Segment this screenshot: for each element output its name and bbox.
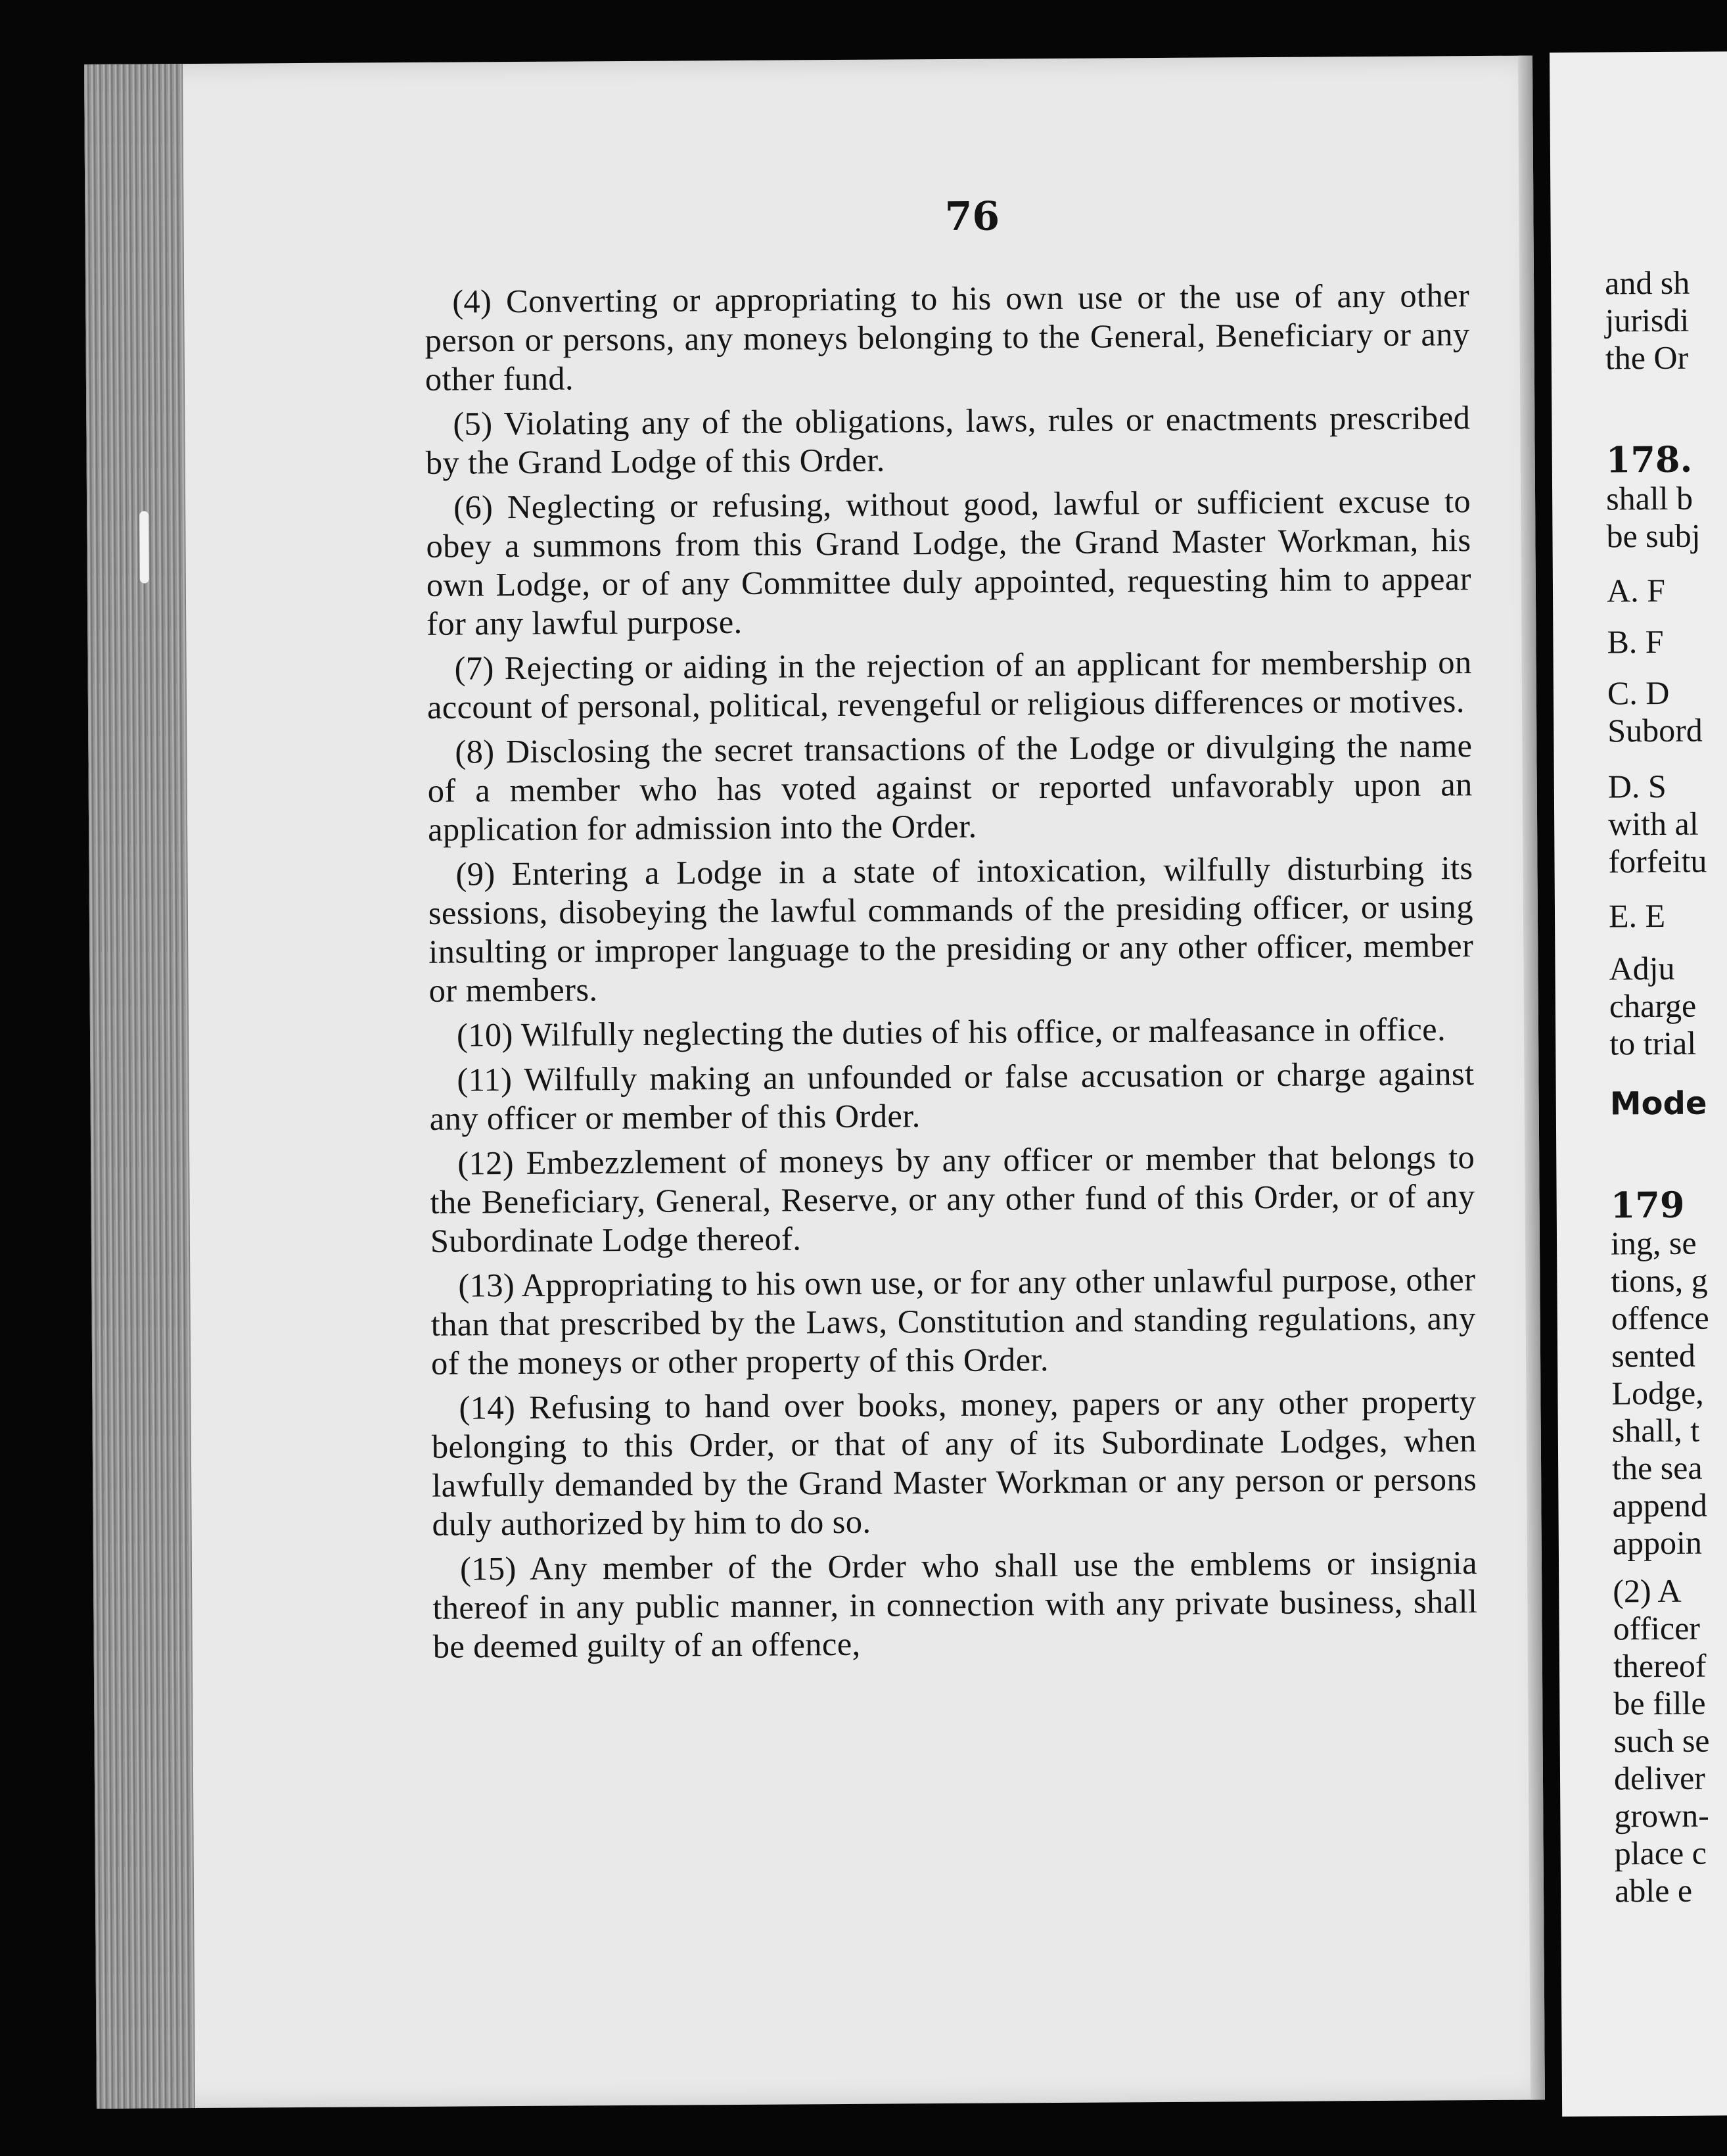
right-line: append	[1612, 1486, 1708, 1524]
clause-5: (5) Violating any of the obligations, laws, rules or enactments prescribed by the Grand Lodge of this Order.	[425, 399, 1471, 481]
right-line: be subj	[1606, 517, 1701, 555]
right-line: ing, se	[1610, 1224, 1697, 1262]
section-number: 178.	[1605, 438, 1693, 481]
page-edges	[84, 64, 195, 2109]
right-line: (2) A	[1613, 1572, 1682, 1610]
right-line: A. F	[1606, 571, 1666, 609]
right-line: be fille	[1613, 1684, 1706, 1722]
right-line: forfeitu	[1608, 842, 1707, 880]
gutter-shadow	[1518, 56, 1545, 2100]
right-line: to trial	[1609, 1024, 1697, 1062]
clause-11: (11) Wilfully making an unfounded or false accusation or charge against any officer or member of this Order.	[429, 1055, 1475, 1137]
margin-mark	[139, 511, 149, 583]
clause-12: (12) Embezzlement of moneys by any officer or member that belongs to the Beneficiary, General, Reserve, or any other fund of this Order, or of any Subordinate Lodge thereof.	[430, 1138, 1475, 1259]
right-line: thereof	[1613, 1647, 1707, 1685]
right-line: jurisdi	[1605, 301, 1690, 339]
section-number: 179	[1610, 1183, 1685, 1227]
clause-13: (13) Appropriating to his own use, or for any other unlawful purpose, other than that prescribed by the Laws, Constitution and standing regulations, any of the moneys or other property of this Order.	[430, 1261, 1476, 1382]
right-line: Lodge,	[1611, 1374, 1704, 1412]
right-line: the Or	[1605, 339, 1689, 377]
right-line: with al	[1607, 805, 1699, 843]
right-line: offence	[1611, 1299, 1709, 1337]
clause-8: (8) Disclosing the secret transactions of the Lodge or divulging the name of a member who has voted against or reported unfavorably upon an application for admission into the Order.	[427, 727, 1473, 848]
clause-9: (9) Entering a Lodge in a state of intoxication, wilfully disturbing its sessions, disobeying the lawful commands of the presiding officer, or using insulting or improper language to the presiding or any other officer, member or members.	[428, 849, 1474, 1009]
clause-10: (10) Wilfully neglecting the duties of his office, or malfeasance in office.	[456, 1010, 1446, 1054]
right-line: appoin	[1612, 1524, 1703, 1562]
clause-15: (15) Any member of the Order who shall use the emblems or insignia thereof in any public manner, in connection with any private business, shall be deemed guilty of an offence,	[432, 1544, 1478, 1665]
clause-6: (6) Neglecting or refusing, without good, lawful or sufficient excuse to obey a summons from this Grand Lodge, the Grand Master Workman, his own Lodge, or of any Committee duly appointed, requesting him to appear for any lawful purpose.	[426, 482, 1471, 642]
right-line: the sea	[1611, 1449, 1703, 1487]
right-line: such se	[1613, 1722, 1710, 1760]
right-line: and sh	[1604, 264, 1690, 302]
right-line: shall, t	[1611, 1411, 1700, 1449]
clause-4: (4) Converting or appropriating to his own use or the use of any other person or persons, any moneys belonging to the General, Beneficiary or any other fund.	[425, 277, 1470, 398]
right-line: C. D	[1607, 674, 1670, 712]
left-page	[84, 56, 1545, 2109]
page-number: 76	[944, 193, 1000, 241]
clause-7: (7) Rejecting or aiding in the rejection of an applicant for membership on account of personal, political, revengeful or religious differences or motives.	[426, 644, 1472, 726]
section-heading: Mode	[1609, 1085, 1707, 1123]
right-line: charge	[1609, 987, 1697, 1025]
right-line: B. F	[1607, 622, 1664, 661]
right-line: officer	[1613, 1609, 1701, 1647]
right-line: E. E	[1608, 897, 1666, 935]
right-line: tions, g	[1611, 1261, 1708, 1300]
right-line: grown-	[1614, 1796, 1709, 1835]
right-line: Subord	[1607, 711, 1703, 749]
right-page-fragment	[1550, 51, 1727, 2117]
clause-14: (14) Refusing to hand over books, money, papers or any other property belonging to this Order, or that of any of its Subordinate Lodges, when lawfully demanded by the Grand Master Workman or any person or persons duly authorized by him to do so.	[431, 1383, 1477, 1543]
right-line: sented	[1611, 1336, 1696, 1374]
right-line: shall b	[1605, 479, 1693, 517]
left-page-body	[425, 276, 1478, 1672]
right-line: Adju	[1609, 949, 1675, 987]
right-line: place c	[1614, 1834, 1707, 1872]
right-line: able e	[1614, 1871, 1693, 1910]
right-line: deliver	[1613, 1759, 1706, 1797]
right-line: D. S	[1607, 767, 1667, 805]
